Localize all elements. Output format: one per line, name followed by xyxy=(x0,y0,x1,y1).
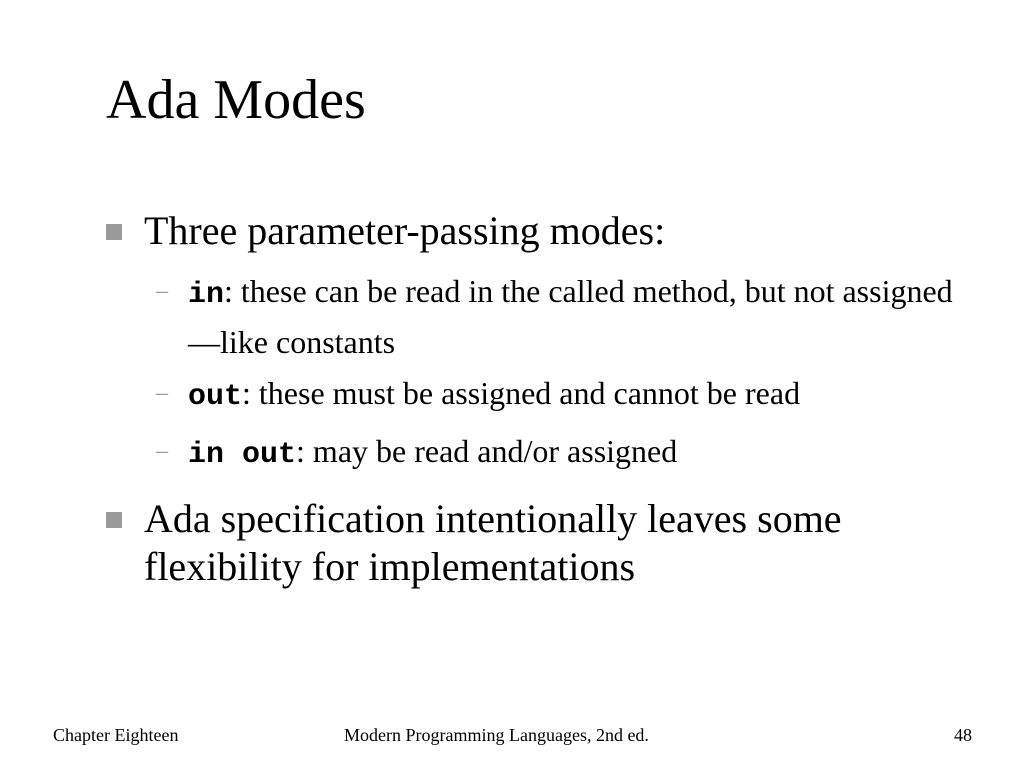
sub-bullet-text: : these must be assigned and cannot be read xyxy=(242,375,801,411)
code-keyword: out xyxy=(188,380,243,414)
dash-bullet-icon: – xyxy=(156,438,168,464)
bullet-item xyxy=(106,495,986,591)
code-keyword: in out xyxy=(188,438,297,472)
sub-bullet-item xyxy=(156,370,976,421)
bullet-item xyxy=(106,207,986,255)
footer-page-number: 48 xyxy=(954,725,972,745)
slide-title: Ada Modes xyxy=(106,69,366,131)
dash-bullet-icon: – xyxy=(156,380,168,406)
square-bullet-icon xyxy=(106,224,122,240)
sub-bullet-text: : may be read and/or assigned xyxy=(296,433,678,469)
sub-bullet-content xyxy=(188,370,976,421)
code-keyword: in xyxy=(188,278,225,312)
bullet-text: Three parameter-passing modes: xyxy=(144,208,666,253)
footer-chapter: Chapter Eighteen xyxy=(53,725,179,745)
sub-bullet-content xyxy=(188,428,976,479)
sub-bullet-item xyxy=(156,428,976,479)
sub-bullet-item xyxy=(156,268,976,366)
dash-bullet-icon: – xyxy=(156,278,168,304)
footer-book-title: Modern Programming Languages, 2nd ed. xyxy=(344,725,649,745)
square-bullet-icon xyxy=(106,512,122,528)
sub-bullet-content xyxy=(188,268,976,366)
bullet-text: Ada specification intentionally leaves some flexibility for implementations xyxy=(144,496,842,589)
sub-bullet-text: : these can be read in the called method, but not assigned—like constants xyxy=(188,273,953,360)
